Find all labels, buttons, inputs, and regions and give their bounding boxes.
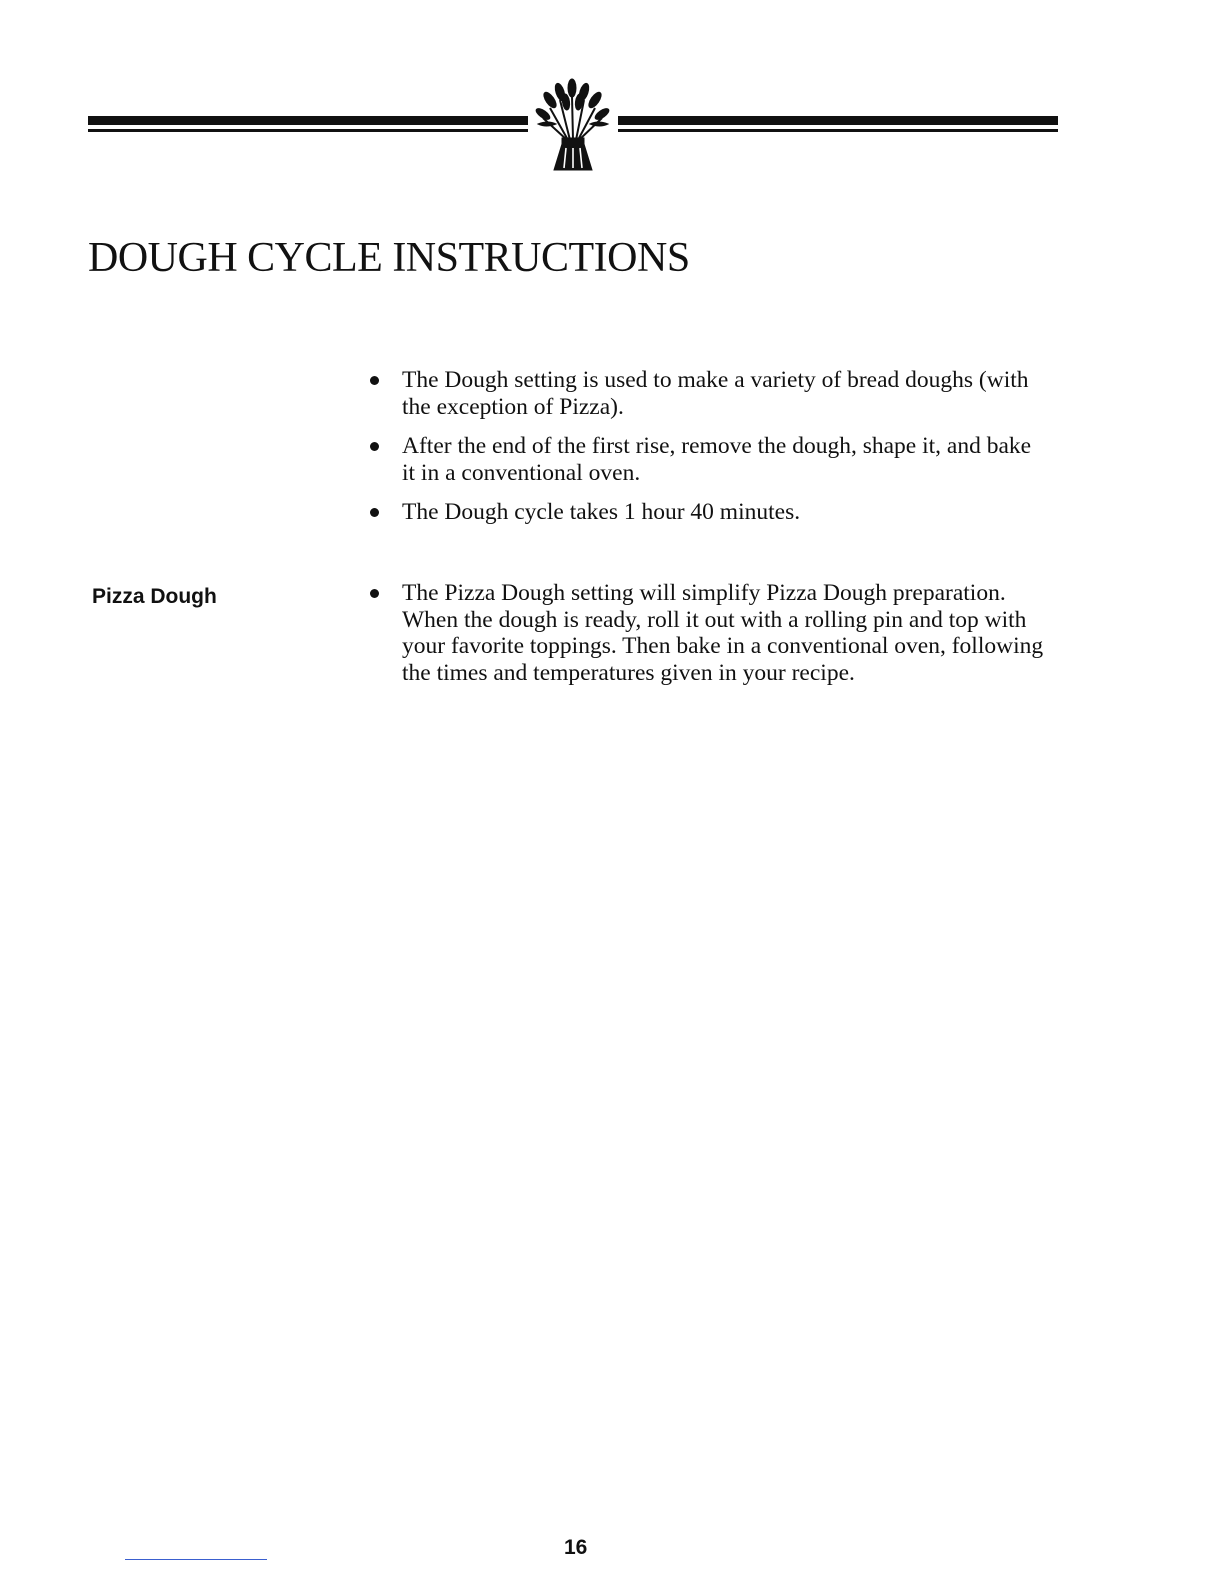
list-item (368, 367, 1048, 420)
bullet-text: The Pizza Dough setting will simplify Pizza Dough preparation. When the dough is ready, roll it out with a rolling pin and top with your favorite toppings. Then bake in a conventional oven, following the times and temperatures given in your recipe. (402, 580, 1044, 686)
section-label-pizza-dough: Pizza Dough (92, 585, 217, 608)
bullet-icon (370, 589, 379, 598)
bullet-icon (370, 442, 379, 451)
pizza-dough-bullet-list (368, 580, 1048, 699)
page-title: DOUGH CYCLE INSTRUCTIONS (88, 235, 690, 281)
wheat-sheaf-icon (528, 78, 618, 174)
page-number: 16 (564, 1536, 588, 1559)
list-item (368, 433, 1048, 486)
bullet-icon (370, 508, 379, 517)
list-item (368, 580, 1048, 686)
bullet-text: After the end of the first rise, remove the dough, shape it, and bake it in a conventional oven. (402, 433, 1032, 486)
bullet-text: The Dough setting is used to make a variety of bread doughs (with the exception of Pizza). (402, 367, 1029, 420)
footer-rule (125, 1559, 267, 1560)
bullet-text: The Dough cycle takes 1 hour 40 minutes. (402, 499, 801, 525)
list-item (368, 499, 1048, 526)
bullet-icon (370, 376, 379, 385)
intro-bullet-list (368, 367, 1048, 539)
